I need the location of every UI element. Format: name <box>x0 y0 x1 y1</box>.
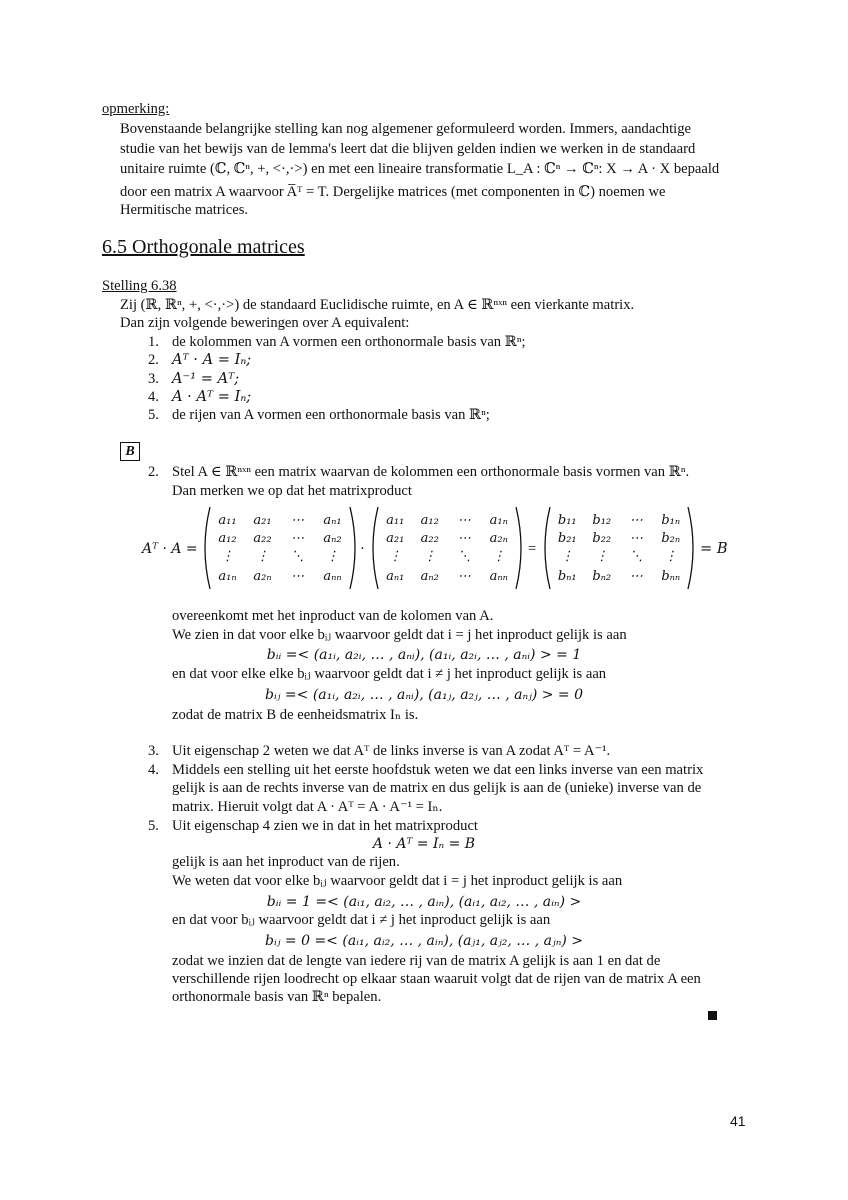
matrix-cell: ⋯ <box>291 513 304 528</box>
matrix-cell: ⋯ <box>291 531 304 546</box>
matrix-eq-rhs: = B <box>700 540 728 557</box>
matrix-cell: aₙₙ <box>323 569 342 584</box>
matrix-eq-lhs: Aᵀ · A = <box>142 541 198 557</box>
proof-line: We weten dat voor elke bᵢⱼ waarvoor geldt dat i = j het inproduct gelijk is aan <box>172 873 623 889</box>
matrix-cell: ⋱ <box>291 549 304 564</box>
matrix-cell: b₂₁ <box>557 531 577 546</box>
matrix-cell: b₁₁ <box>557 513 577 528</box>
matrix-cell: a₂₂ <box>420 531 439 546</box>
item-number: 3. <box>148 371 159 387</box>
equation-bij-rows: bᵢⱼ = 0 =< (aᵢ₁, aᵢ₂, … , aᵢₙ), (aⱼ₁, aⱼ₂, … , aⱼₙ) > <box>264 933 584 949</box>
matrix-cell: ⋮ <box>256 549 269 564</box>
matrix-cell: ⋯ <box>291 569 304 584</box>
remark-label: opmerking: <box>102 101 170 117</box>
matrix-cell: a₂ₙ <box>489 531 508 546</box>
matrix-cell: ⋱ <box>629 549 643 564</box>
matrix-a <box>368 505 526 591</box>
proof-line: orthonormale basis van ℝⁿ bepalen. <box>172 989 382 1005</box>
step-number: 3. <box>148 743 159 759</box>
matrix-a-transpose <box>200 505 360 591</box>
proof-line: overeenkomt met het inproduct van de kolomen van A. <box>172 608 494 624</box>
matrix-cell: b₂₂ <box>592 531 612 546</box>
theorem-intro: Zij (ℝ, ℝⁿ, +, <·,·>) de standaard Euclidische ruimte, en A ∈ ℝⁿˣⁿ een vierkante matrix. <box>120 297 635 313</box>
matrix-cell: ⋮ <box>388 549 402 564</box>
matrix-cell: ⋯ <box>629 569 643 584</box>
matrix-cell: a₂₁ <box>253 513 272 528</box>
matrix-cell: ⋯ <box>457 513 471 528</box>
theorem-item: de rijen van A vormen een orthonormale basis van ℝⁿ; <box>172 407 490 423</box>
theorem-intro: Dan zijn volgende beweringen over A equivalent: <box>120 315 410 331</box>
matrix-cell: b₁₂ <box>592 513 612 528</box>
item-number: 1. <box>148 334 159 350</box>
matrix-cell: aₙ₂ <box>323 531 342 546</box>
proof-line: Uit eigenschap 4 zien we in dat in het matrixproduct <box>172 818 478 834</box>
step-number: 2. <box>148 464 159 480</box>
proof-line: verschillende rijen loodrecht op elkaar staan waaruit volgt dat de rijen van de matrix A een <box>172 971 701 987</box>
equation-bii-rows: bᵢᵢ = 1 =< (aᵢ₁, aᵢ₂, … , aᵢₙ), (aᵢ₁, aᵢ₂, … , aᵢₙ) > <box>266 894 582 910</box>
proof-line: Uit eigenschap 2 weten we dat Aᵀ de links inverse is van A zodat Aᵀ = A⁻¹. <box>172 743 611 759</box>
matrix-cell: a₂₂ <box>253 531 272 546</box>
proof-line: en dat voor bᵢⱼ waarvoor geldt dat i ≠ j het inproduct gelijk is aan <box>172 912 551 928</box>
proof-line: gelijk is aan de rechts inverse van de matrix en dus gelijk is aan de (unieke) inverse van de <box>172 780 702 796</box>
section-heading: 6.5 Orthogonale matrices <box>102 236 305 258</box>
matrix-cell: ⋮ <box>221 549 234 564</box>
matrix-cell: b₂ₙ <box>661 531 681 546</box>
proof-line: zodat de matrix B de eenheidsmatrix Iₙ is. <box>172 707 419 723</box>
theorem-item: Aᵀ · A = Iₙ; <box>172 351 252 368</box>
page-number: 41 <box>730 1113 746 1129</box>
qed-square-icon <box>708 1011 717 1020</box>
matrix-cell: a₁₂ <box>218 531 237 546</box>
theorem-item: A⁻¹ = Aᵀ; <box>172 370 240 387</box>
matrix-cell: ⋮ <box>492 549 506 564</box>
matrix-cell: a₁₁ <box>218 513 237 528</box>
matrix-cell: aₙ₁ <box>323 513 342 528</box>
matrix-cell: a₂ₙ <box>253 569 272 584</box>
proof-line: Dan merken we op dat het matrixproduct <box>172 483 412 499</box>
remark-line: Hermitische matrices. <box>120 202 249 218</box>
theorem-item: A · Aᵀ = Iₙ; <box>172 388 252 405</box>
matrix-cell: a₂₁ <box>386 531 405 546</box>
remark-line: Bovenstaande belangrijke stelling kan nog algemener geformuleerd worden. Immers, aandachtige <box>120 121 691 137</box>
proof-line: zodat we inzien dat de lengte van iedere rij van de matrix A gelijk is aan 1 en dat de <box>172 953 661 969</box>
matrix-equals: = <box>528 541 537 557</box>
matrix-cell: ⋯ <box>629 513 643 528</box>
matrix-b <box>540 505 698 591</box>
matrix-cell: ⋮ <box>423 549 437 564</box>
proof-line: We zien in dat voor elke bᵢⱼ waarvoor geldt dat i = j het inproduct gelijk is aan <box>172 627 627 643</box>
theorem-item: de kolommen van A vormen een orthonormale basis van ℝⁿ; <box>172 334 526 350</box>
matrix-cell: bₙ₁ <box>557 569 577 584</box>
matrix-cell: ⋱ <box>457 549 471 564</box>
step-number: 5. <box>148 818 159 834</box>
matrix-cell: bₙₙ <box>661 569 681 584</box>
step-number: 4. <box>148 762 159 778</box>
proof-line: matrix. Hieruit volgt dat A · Aᵀ = A · A⁻¹ = Iₙ. <box>172 799 443 815</box>
matrix-cell: ⋮ <box>326 549 339 564</box>
matrix-cell: aₙₙ <box>489 569 508 584</box>
proof-line: en dat voor elke elke bᵢⱼ waarvoor geldt dat i ≠ j het inproduct gelijk is aan <box>172 666 607 682</box>
matrix-cell: ⋮ <box>664 549 678 564</box>
matrix-cell: b₁ₙ <box>661 513 681 528</box>
matrix-cell: ⋯ <box>457 569 471 584</box>
proof-direction-box: B <box>120 442 140 461</box>
item-number: 4. <box>148 389 159 405</box>
proof-line: Stel A ∈ ℝⁿˣⁿ een matrix waarvan de kolommen een orthonormale basis vormen van ℝⁿ. <box>172 464 690 480</box>
remark-line: studie van het bewijs van de lemma's leert dat die blijven gelden indien we werken in de standaard <box>120 141 696 157</box>
matrix-cell: ⋯ <box>629 531 643 546</box>
item-number: 5. <box>148 407 159 423</box>
matrix-dot: · <box>360 541 365 557</box>
matrix-cell: aₙ₂ <box>420 569 439 584</box>
remark-line: door een matrix A waarvoor A̅ᵀ = T. Dergelijke matrices (met componenten in ℂ) noemen we <box>120 184 666 200</box>
remark-line: unitaire ruimte (ℂ, ℂⁿ, +, <·,·>) en met een lineaire transformatie L_A : ℂⁿ → ℂⁿ: X → A · X bepaald <box>120 161 720 177</box>
matrix-cell: ⋮ <box>560 549 574 564</box>
equation-bii: bᵢᵢ =< (a₁ᵢ, a₂ᵢ, … , aₙᵢ), (a₁ᵢ, a₂ᵢ, … , aₙᵢ) > = 1 <box>266 647 582 663</box>
matrix-cell: ⋮ <box>595 549 609 564</box>
matrix-cell: a₁₂ <box>420 513 439 528</box>
proof-line: gelijk is aan het inproduct van de rijen. <box>172 854 400 870</box>
matrix-cell: a₁ₙ <box>489 513 508 528</box>
matrix-cell: aₙ₁ <box>386 569 405 584</box>
matrix-cell: ⋯ <box>457 531 471 546</box>
equation-product: A · Aᵀ = Iₙ = B <box>372 836 476 852</box>
equation-bij: bᵢⱼ =< (a₁ᵢ, a₂ᵢ, … , aₙᵢ), (a₁ⱼ, a₂ⱼ, … , aₙⱼ) > = 0 <box>264 687 584 703</box>
proof-line: Middels een stelling uit het eerste hoofdstuk weten we dat een links inverse van een matrix <box>172 762 704 778</box>
matrix-cell: a₁ₙ <box>218 569 237 584</box>
matrix-cell: bₙ₂ <box>592 569 612 584</box>
item-number: 2. <box>148 352 159 368</box>
theorem-label: Stelling 6.38 <box>102 278 177 294</box>
matrix-cell: a₁₁ <box>386 513 405 528</box>
